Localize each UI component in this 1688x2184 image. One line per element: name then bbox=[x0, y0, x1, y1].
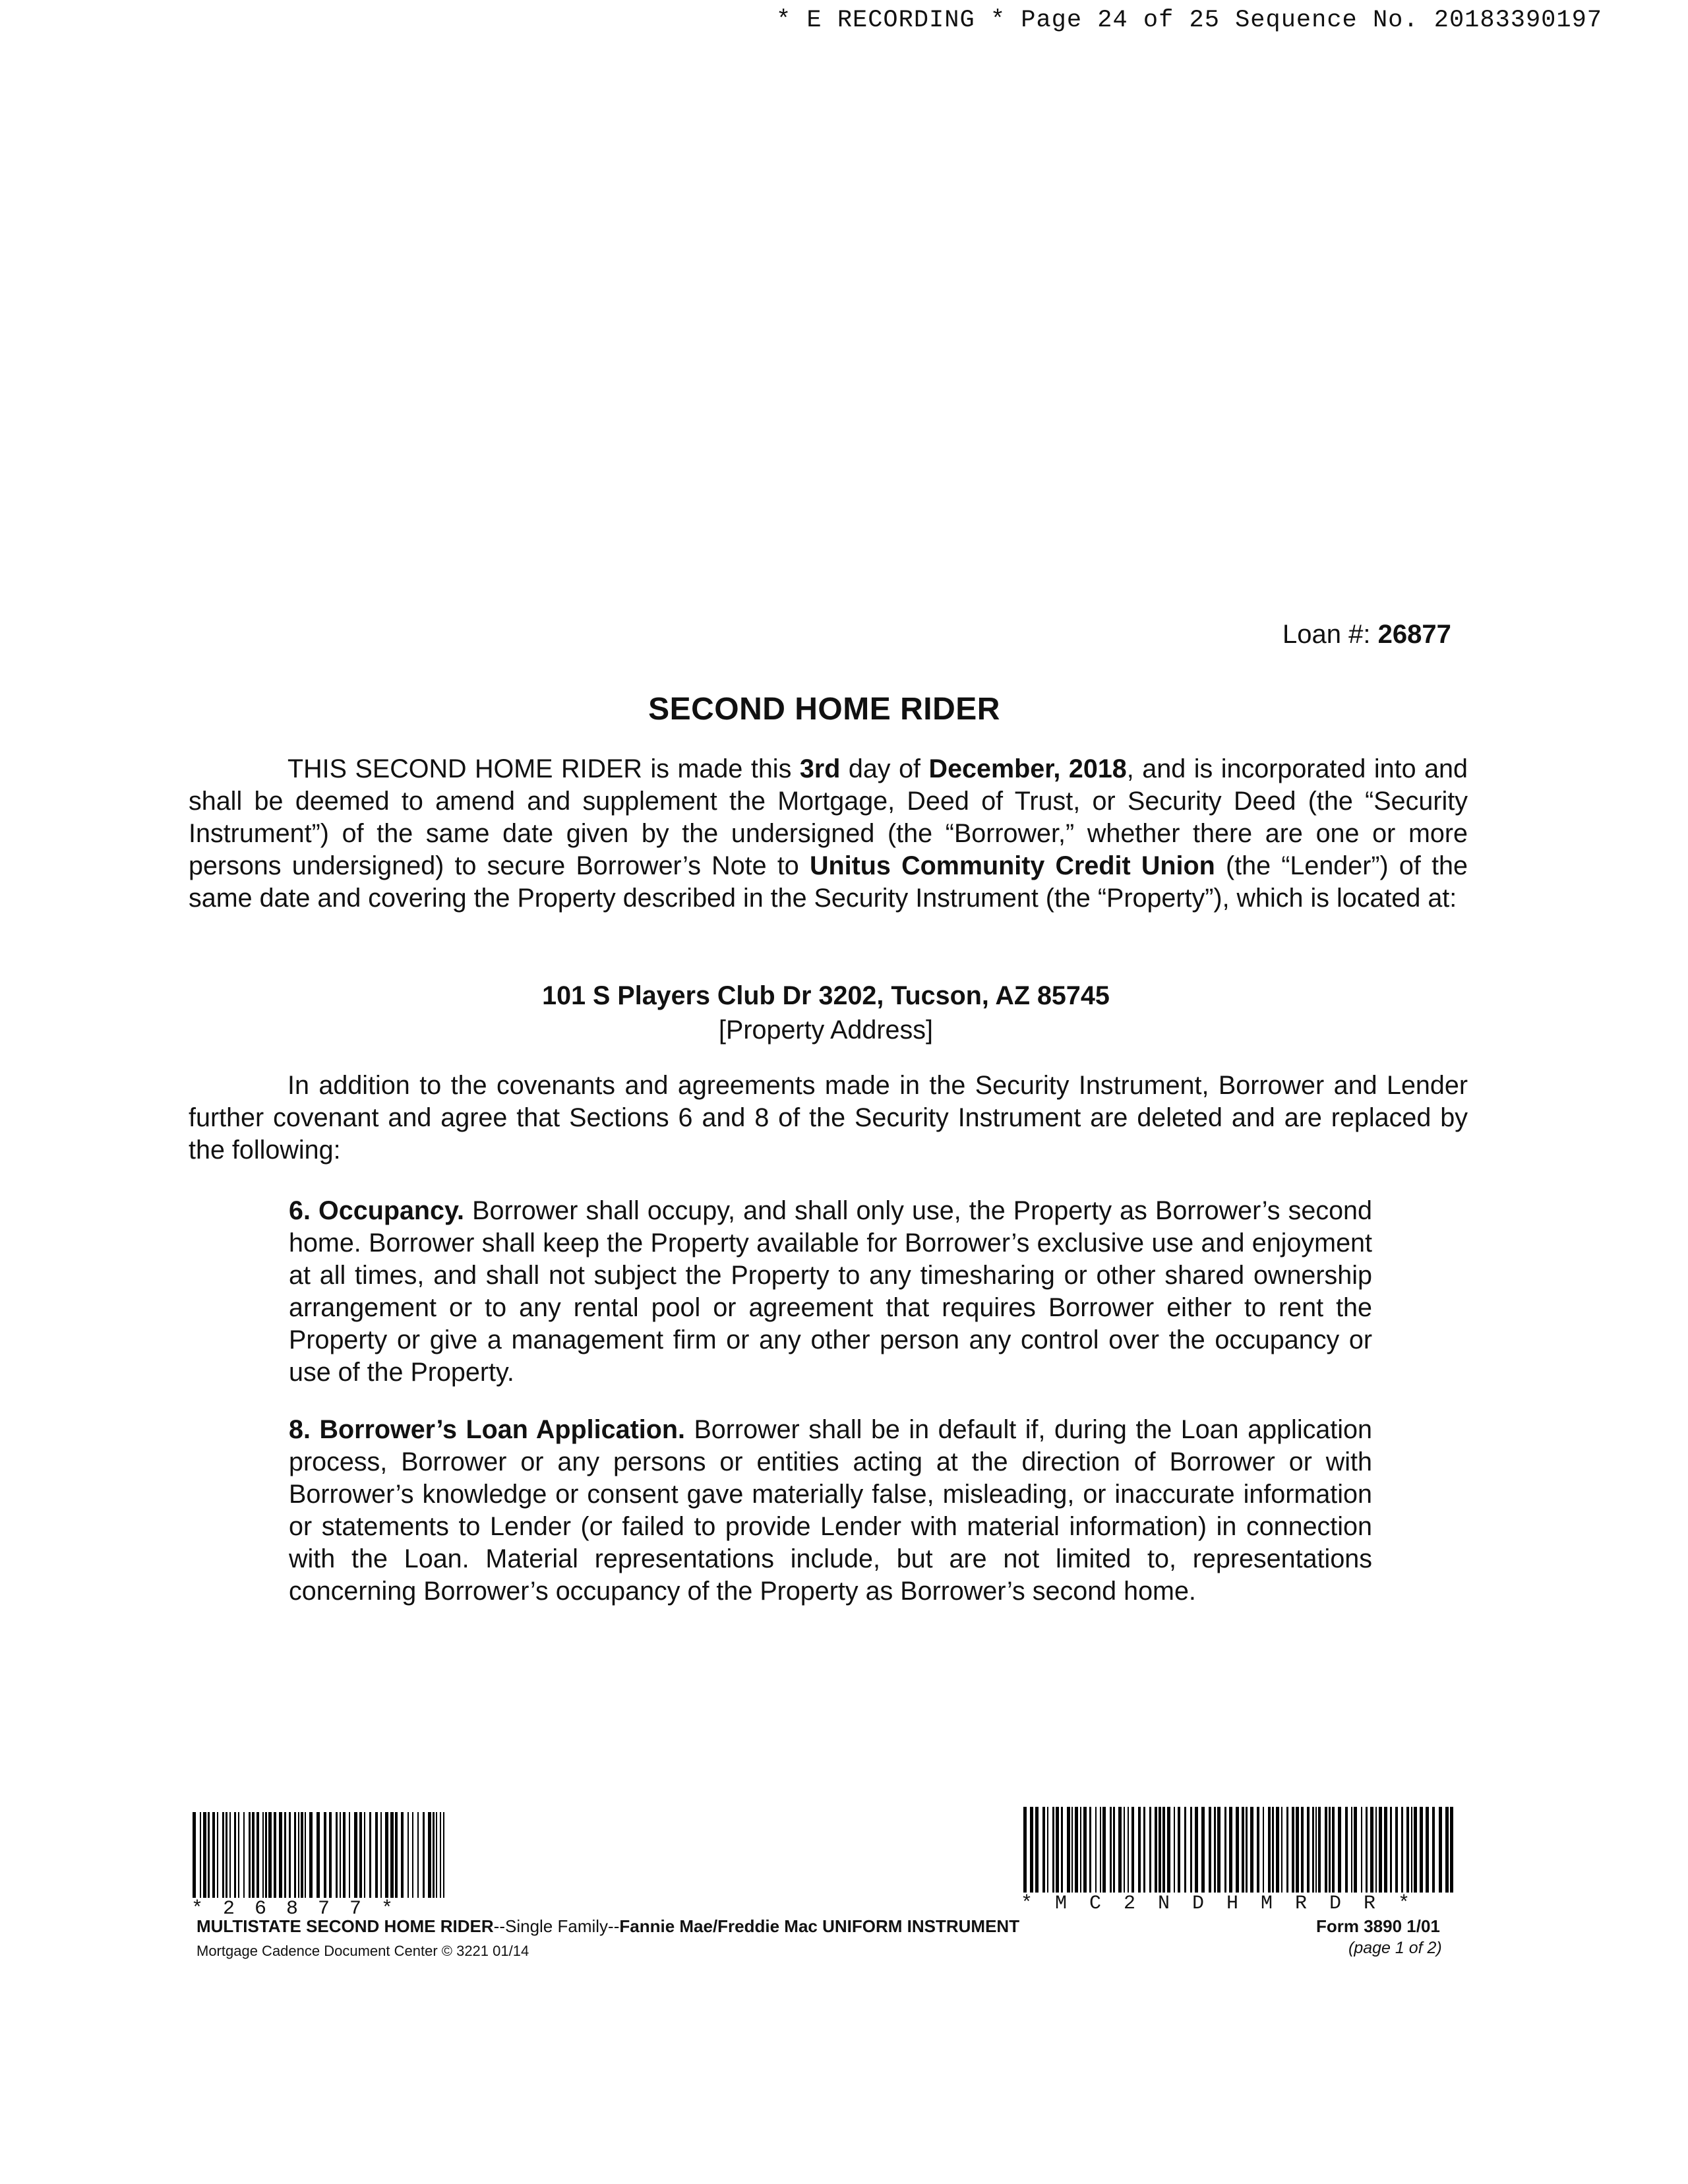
rider-day: 3rd bbox=[799, 754, 841, 783]
loan-barcode bbox=[193, 1812, 446, 1898]
form-barcode-text: * M C 2 N D H M R D R * bbox=[1021, 1893, 1416, 1915]
form-barcode bbox=[1023, 1807, 1456, 1893]
intro-text: THIS SECOND HOME RIDER is made this bbox=[287, 754, 800, 783]
intro-text: , and is incorporated into and shall be deemed to amend and supplement the Mortgage, Deed of Trust, or Security Deed (the “Security Instrument”) of the same date given by the undersigned (the “Borrower,” whether there are one or more persons undersigned) to secure Borrower’s Note to bbox=[189, 754, 1468, 880]
section-6-heading: 6. Occupancy. bbox=[289, 1196, 465, 1225]
section-6-occupancy bbox=[289, 1195, 1372, 1389]
loan-number bbox=[1282, 620, 1451, 650]
section-8-loan-application bbox=[289, 1414, 1372, 1608]
recording-header: * E RECORDING * Page 24 of 25 Sequence No. 20183390197 bbox=[776, 7, 1602, 34]
section-8-text: Borrower shall be in default if, during the Loan application process, Borrower or any persons or entities acting at the direction of Borrower or with Borrower’s knowledge or consent gave materially false, misleading, or inaccurate information or statements to Lender (or failed to provide Lender with material information) in connection with the Loan. Material representations include, but are not limited to, representations concerning Borrower’s occupancy of the Property as Borrower’s second home. bbox=[289, 1415, 1372, 1606]
barcode-gap bbox=[1453, 1807, 1456, 1893]
section-6-text: Borrower shall occupy, and shall only use, the Property as Borrower’s second home. Borrower shall keep the Property available for Borrower’s exclusive use and enjoyment at all times, and shall not subject the Property to any timesharing or other shared ownership arrangement or to any rental pool or agreement that requires Borrower either to rent the Property or give a management firm or any other person any control over the occupancy or use of the Property. bbox=[289, 1196, 1372, 1387]
form-title-bold: Fannie Mae/Freddie Mac UNIFORM INSTRUMENT bbox=[619, 1916, 1020, 1936]
property-address-label: [Property Address] bbox=[719, 1016, 933, 1045]
page-indicator: (page 1 of 2) bbox=[1348, 1939, 1442, 1957]
loan-value: 26877 bbox=[1377, 620, 1451, 649]
document-center: Mortgage Cadence Document Center © 3221 01/14 bbox=[196, 1943, 529, 1959]
intro-text: (the “Lender”) of the same date and covering the Property described in the Security Instrument (the “Property”), which is located at: bbox=[189, 851, 1468, 913]
covenants-paragraph bbox=[189, 1070, 1468, 1167]
intro-text: day of bbox=[840, 754, 929, 783]
property-address: 101 S Players Club Dr 3202, Tucson, AZ 85745 bbox=[542, 981, 1110, 1010]
section-8-heading: 8. Borrower’s Loan Application. bbox=[289, 1415, 685, 1444]
loan-label: Loan #: bbox=[1282, 620, 1371, 649]
form-title-rest: --Single Family-- bbox=[493, 1916, 620, 1936]
form-title bbox=[196, 1916, 1019, 1937]
barcode-gap bbox=[444, 1812, 446, 1898]
property-address-block bbox=[0, 979, 1652, 1047]
document-title: SECOND HOME RIDER bbox=[648, 692, 1000, 727]
rider-date: December, 2018 bbox=[928, 754, 1127, 783]
form-number: Form 3890 1/01 bbox=[1316, 1916, 1440, 1936]
covenants-text: In addition to the covenants and agreements made in the Security Instrument, Borrower and Lender further covenant and agree that Sections 6 and 8 of the Security Instrument are deleted and are replaced by the following: bbox=[189, 1071, 1468, 1165]
intro-paragraph bbox=[189, 753, 1468, 915]
form-title-bold: MULTISTATE SECOND HOME RIDER bbox=[196, 1916, 494, 1936]
loan-barcode-text: * 2 6 8 7 7 * bbox=[191, 1898, 398, 1920]
lender-name: Unitus Community Credit Union bbox=[809, 851, 1215, 880]
